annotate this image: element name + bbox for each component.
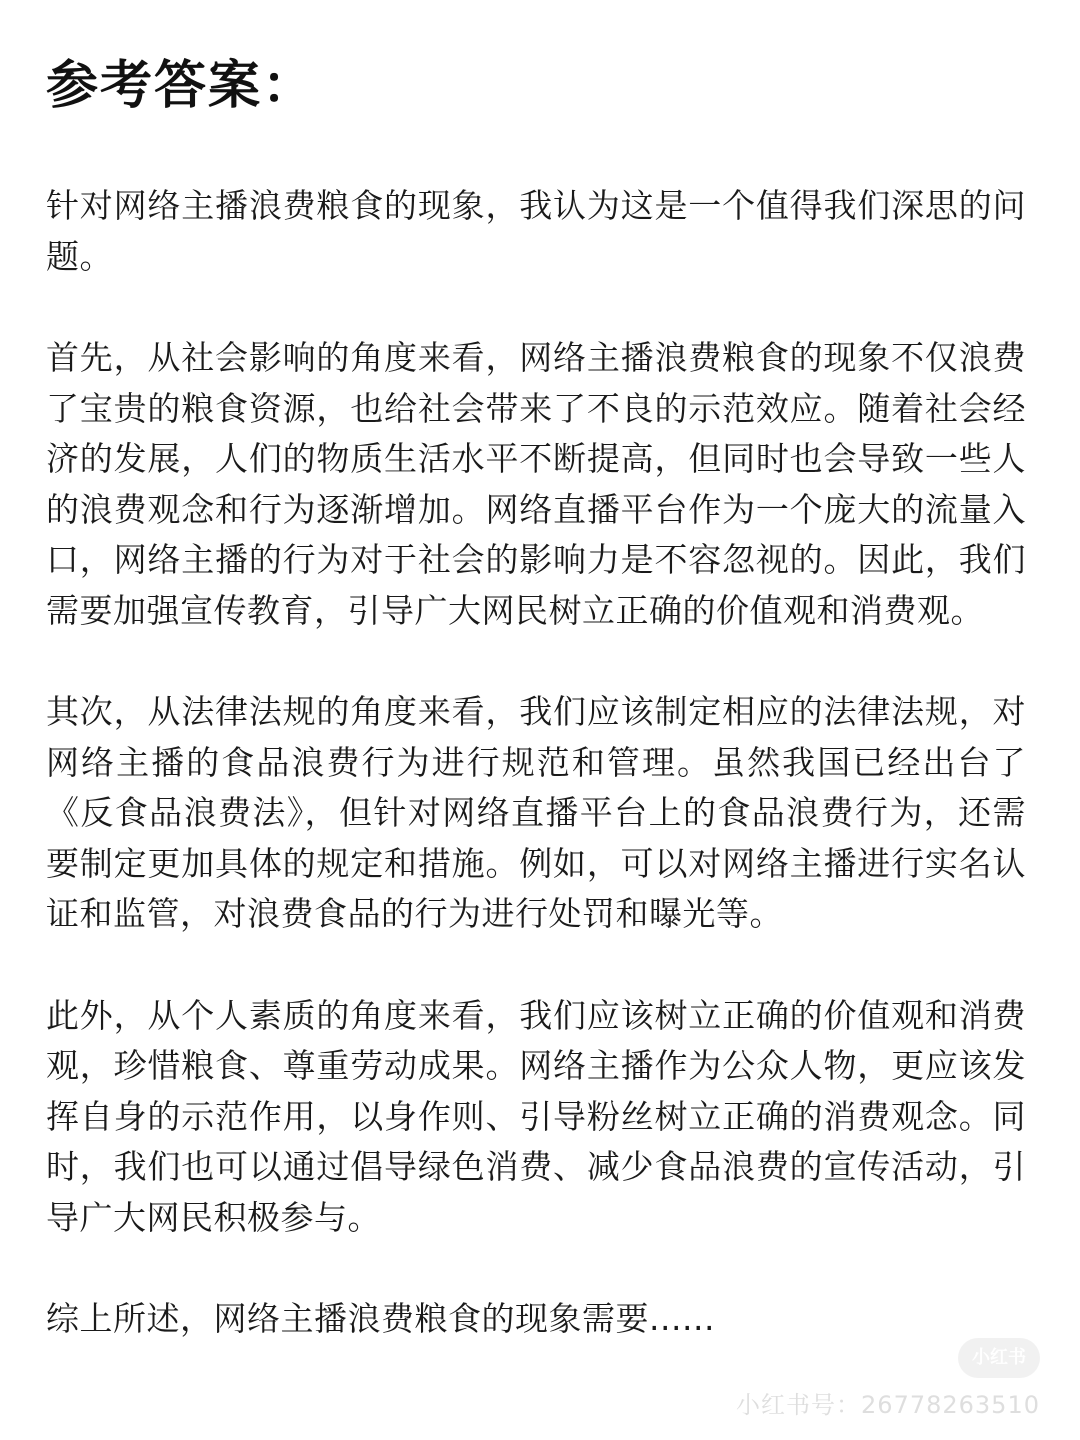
watermark-logo: 小红书 bbox=[958, 1338, 1040, 1378]
paragraph-conclusion: 综上所述，网络主播浪费粮食的现象需要...... bbox=[46, 1299, 715, 1338]
paragraph-intro: 针对网络主播浪费粮食的现象，我认为这是一个值得我们深思的问题。 bbox=[46, 186, 1026, 276]
paragraph-social-impact: 首先，从社会影响的角度来看，网络主播浪费粮食的现象不仅浪费了宝贵的粮食资源，也给社会带来了不良的示范效应。随着社会经济的发展，人们的物质生活水平不断提高，但同时也会导致一些人的浪费观念和行为逐渐增加。网络直播平台作为一个庞大的流量入口，网络主播的行为对于社会的影响力是不容忽视的。因此，我们需要加强宣传教育，引导广大网民树立正确的价值观和消费观。 bbox=[46, 338, 1026, 630]
paragraph-personal: 此外，从个人素质的角度来看，我们应该树立正确的价值观和消费观，珍惜粮食、尊重劳动成果。网络主播作为公众人物，更应该发挥自身的示范作用，以身作则、引导粉丝树立正确的消费观念。同时，我们也可以通过倡导绿色消费、减少食品浪费的宣传活动，引导广大网民积极参与。 bbox=[46, 995, 1026, 1237]
page-title: 参考答案： bbox=[46, 56, 317, 116]
document-body bbox=[46, 46, 1026, 1396]
paragraph-legal: 其次，从法律法规的角度来看，我们应该制定相应的法律法规，对网络主播的食品浪费行为进行规范和管理。虽然我国已经出台了《反食品浪费法》，但针对网络直播平台上的食品浪费行为，还需要制定更加具体的规定和措施。例如，可以对网络主播进行实名认证和监管，对浪费食品的行为进行处罚和曝光等。 bbox=[46, 692, 1026, 933]
watermark-id: 小红书号：2677826351​0 bbox=[736, 1391, 1040, 1419]
